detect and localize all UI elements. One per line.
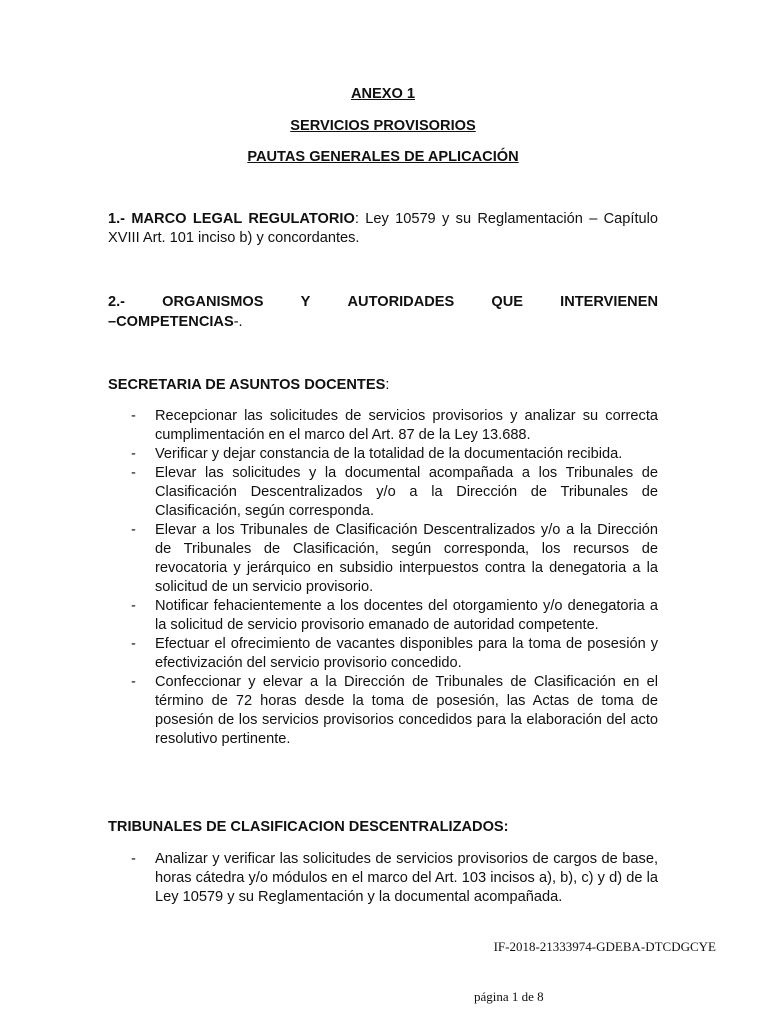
section-2-word: 2.-: [108, 294, 126, 310]
list-item: - Elevar las solicitudes y la documental acompañada a los Tribunales de Clasificación Descentralizados y/o a la Dirección de Tribunales de Clasificación, según corresponda.: [131, 465, 658, 519]
list-item: - Confeccionar y elevar a la Dirección de Tribunales de Clasificación en el término de 72 horas desde la toma de posesión, las Actas de toma de posesión de los servicios provisorios concedidos para la elaboración del acto resolutivo pertinente.: [131, 674, 658, 747]
secretaria-list: [108, 407, 658, 749]
list-item: - Notificar fehacientemente a los docentes del otorgamiento y/o denegatoria a la solicitud de servicio provisorio emanado de autoridad competente.: [131, 598, 658, 633]
section-2-word: INTERVIENEN: [560, 294, 658, 310]
list-item-text: Efectuar el ofrecimiento de vacantes disponibles para la toma de posesión y efectivización del servicio provisorio concedido.: [155, 636, 658, 671]
page-number: página 1 de 8: [474, 989, 544, 1004]
section-2-word: AUTORIDADES: [347, 294, 455, 310]
document-id: IF-2018-21333974-GDEBA-DTCDGCYE: [493, 939, 716, 954]
list-item: - Efectuar el ofrecimiento de vacantes disponibles para la toma de posesión y efectivización del servicio provisorio concedido.: [131, 636, 658, 671]
section-1-paragraph: [108, 210, 658, 248]
secretaria-colon: :: [385, 377, 390, 393]
section-1-text: : Ley 10579 y su Reglamentación – Capítulo XVIII Art. 101 inciso b) y concordantes.: [108, 211, 658, 246]
list-item-text: Recepcionar las solicitudes de servicios provisorios y analizar su correcta cumplimentación en el marco del Art. 87 de la Ley 13.688.: [155, 408, 658, 443]
annex-title: ANEXO 1: [350, 86, 416, 102]
document-title: SERVICIOS PROVISORIOS: [290, 118, 476, 134]
secretaria-heading: SECRETARIA DE ASUNTOS DOCENTES: [108, 377, 386, 393]
list-item: - Elevar a los Tribunales de Clasificación Descentralizados y/o a la Dirección de Tribunales de Clasificación, según corresponda, los recursos de revocatoria y jerárquico en subsidio interpuestos contra la denegatoria a la solicitud de un servicio provisorio.: [131, 522, 658, 595]
section-2-word: Y: [300, 294, 311, 310]
list-item-text: Notificar fehacientemente a los docentes del otorgamiento y/o denegatoria a la solicitud de servicio provisorio emanado de autoridad competente.: [155, 598, 658, 633]
section-2-competencias: –COMPETENCIAS: [108, 314, 234, 330]
list-item: - Recepcionar las solicitudes de servicios provisorios y analizar su correcta cumplimentación en el marco del Art. 87 de la Ley 13.688.: [131, 408, 658, 443]
section-2-suffix: -.: [233, 314, 243, 330]
section-2-word: QUE: [491, 294, 524, 310]
list-item: - Analizar y verificar las solicitudes de servicios provisorios de cargos de base, horas cátedra y/o módulos en el marco del Art. 103 incisos a), b), c) y d) de la Ley 10579 y su Reglamentación y la documental acompañada.: [131, 851, 658, 905]
list-item-text: Confeccionar y elevar a la Dirección de Tribunales de Clasificación en el término de 72 horas desde la toma de posesión, las Actas de toma de posesión de los servicios provisorios concedidos para la elaboración del acto resolutivo pertinente.: [155, 674, 658, 747]
list-item-text: Analizar y verificar las solicitudes de servicios provisorios de cargos de base, horas cátedra y/o módulos en el marco del Art. 103 incisos a), b), c) y d) de la Ley 10579 y su Reglamentación y la documental acompañada.: [155, 851, 658, 905]
section-2-heading-line1: [108, 293, 658, 312]
secretaria-heading-line: [108, 376, 658, 395]
tribunales-heading: TRIBUNALES DE CLASIFICACION DESCENTRALIZADOS:: [108, 819, 509, 835]
tribunales-list: [108, 850, 658, 907]
list-item: - Verificar y dejar constancia de la totalidad de la documentación recibida.: [131, 446, 623, 462]
list-item-text: Elevar a los Tribunales de Clasificación Descentralizados y/o a la Dirección de Tribunales de Clasificación, según corresponda, los recursos de revocatoria y jerárquico en subsidio interpuestos contra la denegatoria a la solicitud de un servicio provisorio.: [155, 522, 658, 595]
list-item-text: Verificar y dejar constancia de la totalidad de la documentación recibida.: [155, 446, 623, 462]
section-2-heading-line2: [108, 313, 658, 332]
document-subtitle: PAUTAS GENERALES DE APLICACIÓN: [247, 149, 519, 165]
section-2-word: ORGANISMOS: [162, 294, 264, 310]
section-1-heading: 1.- MARCO LEGAL REGULATORIO: [108, 211, 355, 227]
list-item-text: Elevar las solicitudes y la documental acompañada a los Tribunales de Clasificación Descentralizados y/o a la Dirección de Tribunales de Clasificación, según corresponda.: [155, 465, 658, 519]
